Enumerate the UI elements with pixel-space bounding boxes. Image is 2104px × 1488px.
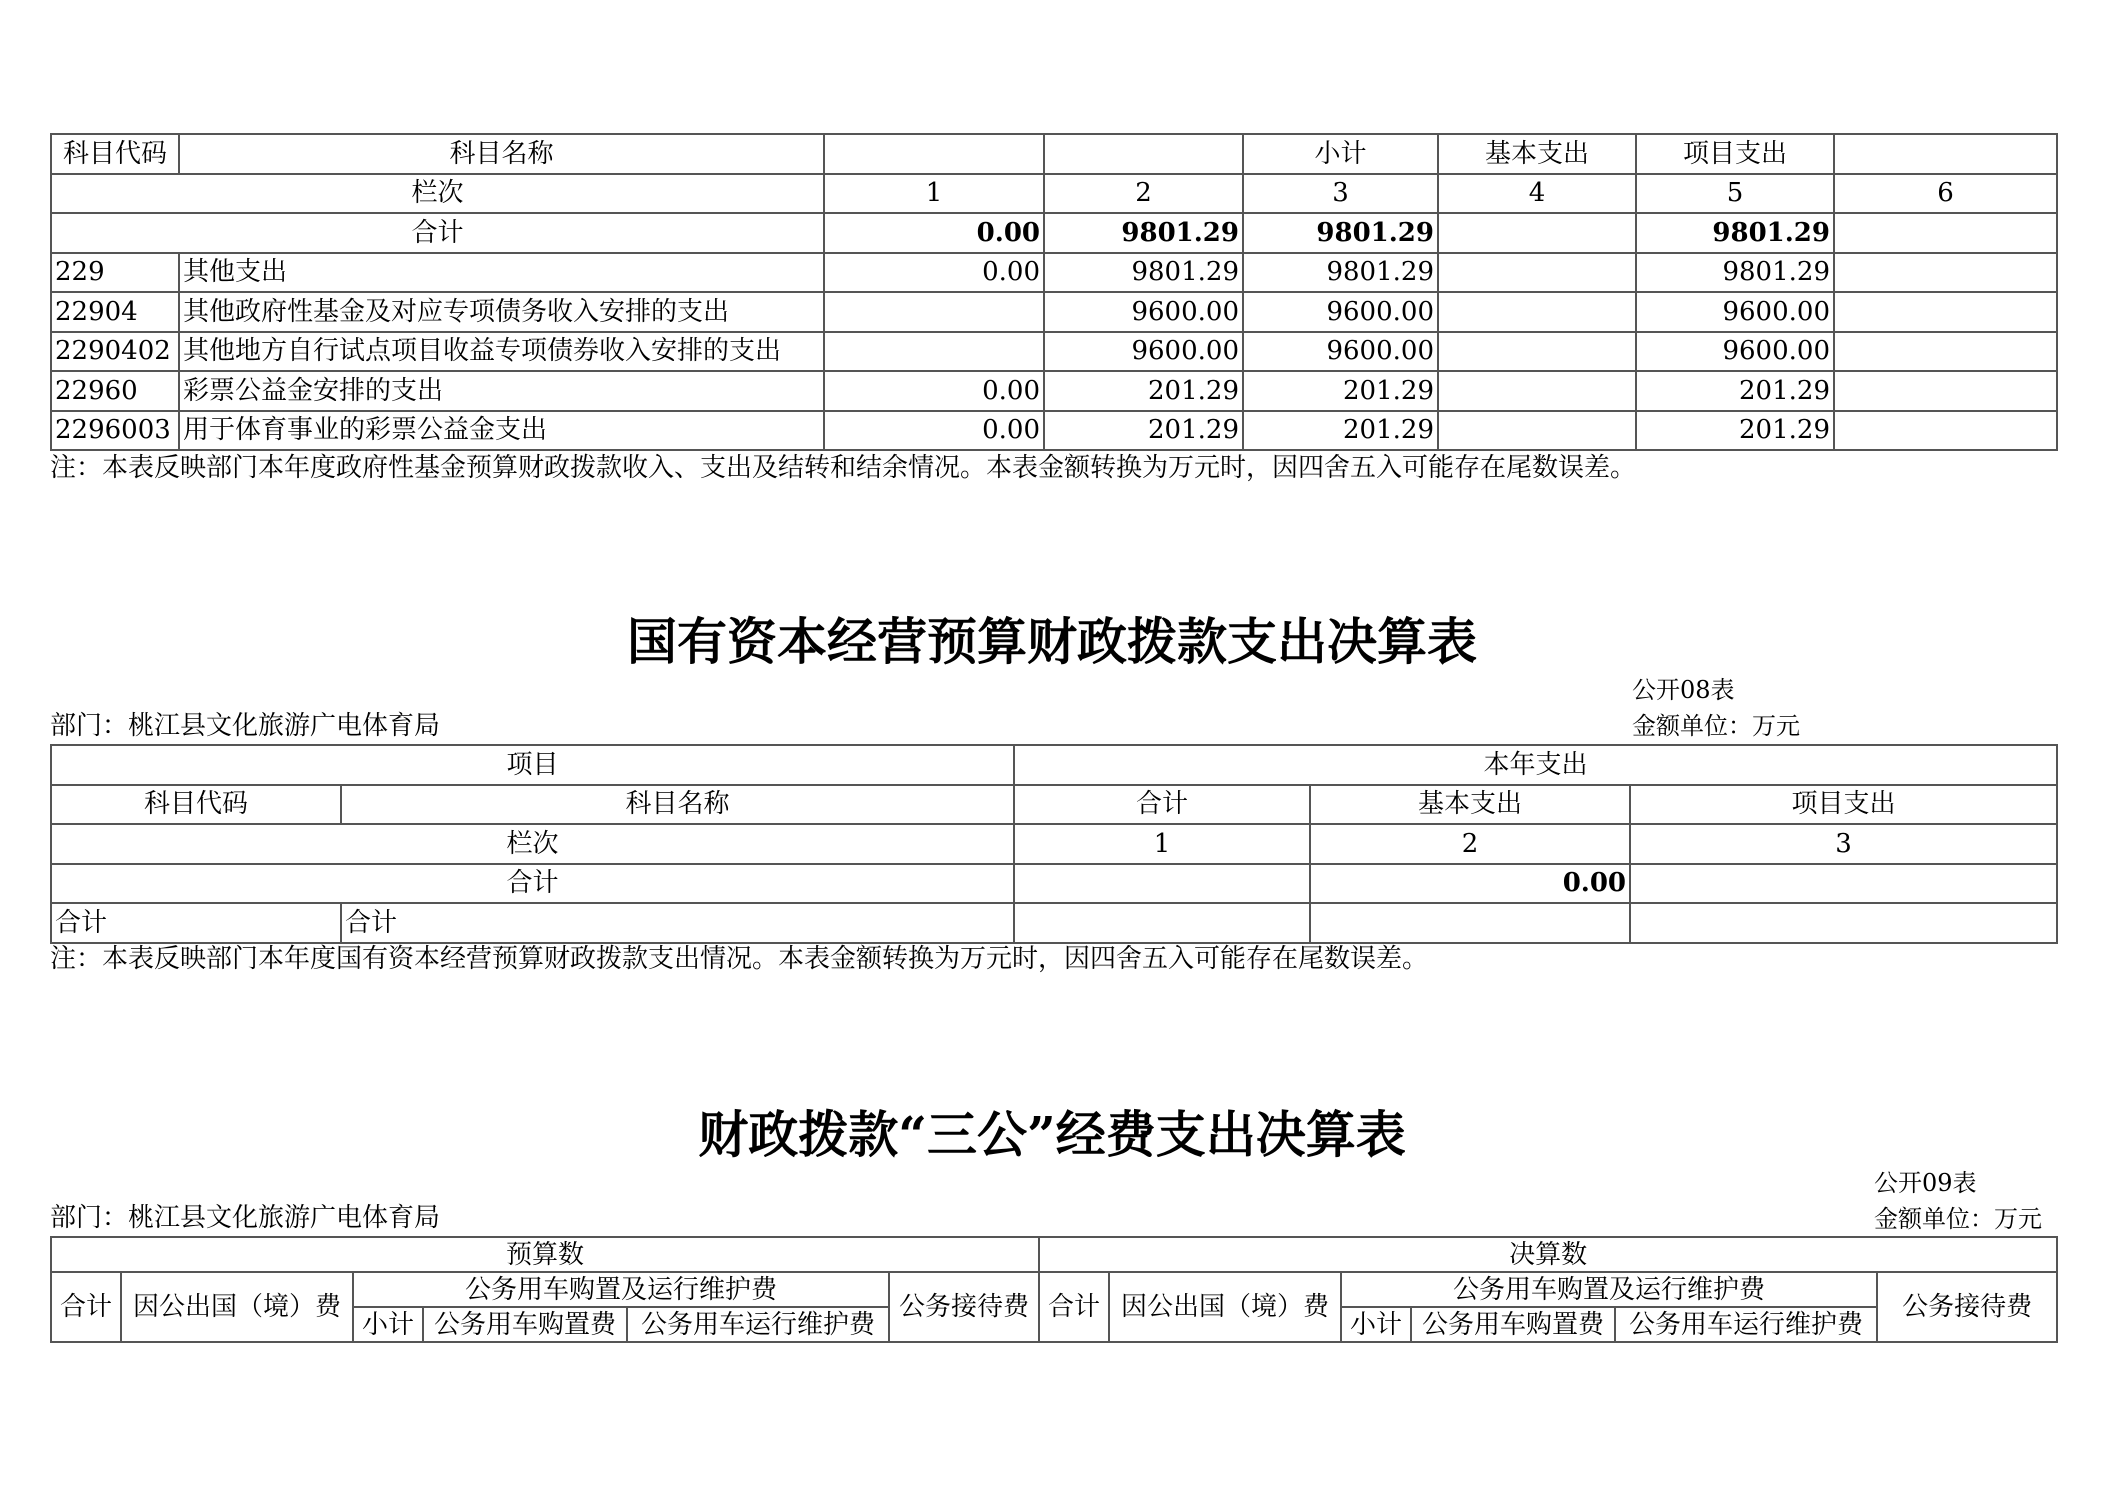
amount-cell: 201.29 [1243,411,1438,451]
col-index: 4 [1438,174,1636,214]
header-cell [1044,134,1243,174]
amount-cell: 201.29 [1243,371,1438,411]
amount-cell: 9600.00 [1243,292,1438,332]
amount-cell: 0.00 [824,411,1044,451]
amount-cell [1438,371,1636,411]
amount-cell [1438,292,1636,332]
header-subtotal: 小计 [1341,1307,1411,1342]
total-value: 9801.29 [1044,213,1243,253]
header-name: 科目名称 [341,785,1014,825]
header-project-expense: 项目支出 [1630,785,2057,825]
header-budget: 预算数 [51,1237,1039,1272]
subject-name: 合计 [341,903,1014,943]
header-row [51,1272,2057,1307]
amount-cell: 9801.29 [1243,253,1438,293]
header-cell [1834,134,2057,174]
col-index-label: 栏次 [51,824,1014,864]
header-cell: 科目代码 [51,134,179,174]
header-basic: 基本支出 [1310,785,1630,825]
header-cell: 小计 [1243,134,1438,174]
table-row [51,332,2057,372]
header-year-expense: 本年支出 [1014,745,2057,785]
header-final: 决算数 [1039,1237,2057,1272]
header-reception: 公务接待费 [1877,1272,2057,1342]
total-value [1014,864,1310,904]
subject-code: 2296003 [51,411,179,451]
amount-cell: 201.29 [1044,371,1243,411]
total-value: 9801.29 [1636,213,1834,253]
header-row [51,1237,2057,1272]
table1-note: 注：本表反映部门本年度政府性基金预算财政拨款收入、支出及结转和结余情况。本表金额转换为万元时，因四舍五入可能存在尾数误差。 [50,453,1637,483]
col-index: 6 [1834,174,2057,214]
subject-code: 22904 [51,292,179,332]
subject-name: 其他支出 [179,253,824,293]
amount-cell: 9600.00 [1044,332,1243,372]
amount-cell: 9600.00 [1044,292,1243,332]
subject-name: 其他政府性基金及对应专项债务收入安排的支出 [179,292,824,332]
header-vehicle-buy: 公务用车购置费 [423,1307,627,1342]
header-project: 项目 [51,745,1014,785]
subject-code: 合计 [51,903,341,943]
amount-cell: 9600.00 [1243,332,1438,372]
header-total: 合计 [51,1272,121,1342]
header-total: 合计 [1039,1272,1109,1342]
table2-unit: 金额单位：万元 [1632,712,1800,740]
col-index-row [51,174,2057,214]
total-value [1834,213,2057,253]
col-index-row [51,824,2057,864]
amount-cell [1310,903,1630,943]
col-index: 1 [1014,824,1310,864]
header-vehicle: 公务用车购置及运行维护费 [1341,1272,1877,1307]
table2-form-no: 公开08表 [1632,676,1735,704]
three-public-expense-table [50,1236,2058,1343]
total-value [1438,213,1636,253]
col-index: 3 [1243,174,1438,214]
amount-cell [1438,253,1636,293]
amount-cell: 9600.00 [1636,292,1834,332]
subject-code: 2290402 [51,332,179,372]
header-cell: 项目支出 [1636,134,1834,174]
header-subtotal: 小计 [353,1307,423,1342]
table2-title: 国有资本经营预算财政拨款支出决算表 [627,612,1477,671]
total-value: 0.00 [824,213,1044,253]
amount-cell [1438,332,1636,372]
col-index: 2 [1310,824,1630,864]
amount-cell: 0.00 [824,371,1044,411]
amount-cell [1834,371,2057,411]
amount-cell: 201.29 [1636,411,1834,451]
header-abroad: 因公出国（境）费 [121,1272,353,1342]
header-vehicle-buy: 公务用车购置费 [1411,1307,1615,1342]
amount-cell [824,292,1044,332]
amount-cell [1630,903,2057,943]
col-index: 2 [1044,174,1243,214]
total-row [51,864,2057,904]
amount-cell [1438,411,1636,451]
total-value [1630,864,2057,904]
amount-cell [1834,332,2057,372]
header-code: 科目代码 [51,785,341,825]
amount-cell [1834,292,2057,332]
amount-cell: 9801.29 [1044,253,1243,293]
amount-cell: 0.00 [824,253,1044,293]
header-abroad: 因公出国（境）费 [1109,1272,1341,1342]
total-label: 合计 [51,864,1014,904]
col-index: 5 [1636,174,1834,214]
table3-unit: 金额单位：万元 [1874,1205,2042,1233]
header-cell: 基本支出 [1438,134,1636,174]
total-value: 0.00 [1310,864,1630,904]
amount-cell: 9801.29 [1636,253,1834,293]
table2-department: 部门：桃江县文化旅游广电体育局 [50,711,441,741]
table3-title: 财政拨款“三公”经费支出决算表 [698,1105,1406,1164]
amount-cell [1014,903,1310,943]
amount-cell: 201.29 [1636,371,1834,411]
amount-cell [1834,253,2057,293]
header-cell [824,134,1044,174]
table2-note: 注：本表反映部门本年度国有资本经营预算财政拨款支出情况。本表金额转换为万元时，因四舍五入可能存在尾数误差。 [50,944,1429,974]
table3-department: 部门：桃江县文化旅游广电体育局 [50,1203,441,1233]
amount-cell [824,332,1044,372]
header-row [51,785,2057,825]
col-index: 1 [824,174,1044,214]
header-row [51,134,2057,174]
table-row [51,292,2057,332]
subject-code: 22960 [51,371,179,411]
header-total: 合计 [1014,785,1310,825]
header-reception: 公务接待费 [889,1272,1039,1342]
total-row [51,213,2057,253]
amount-cell: 201.29 [1044,411,1243,451]
table-row [51,411,2057,451]
header-row [51,745,2057,785]
subject-code: 229 [51,253,179,293]
amount-cell: 9600.00 [1636,332,1834,372]
gov-fund-table [50,133,2058,451]
table-row [51,371,2057,411]
total-value: 9801.29 [1243,213,1438,253]
state-capital-table [50,744,2058,944]
col-index-label: 栏次 [51,174,824,214]
table3-form-no: 公开09表 [1874,1169,1977,1197]
amount-cell [1834,411,2057,451]
subject-name: 其他地方自行试点项目收益专项债券收入安排的支出 [179,332,824,372]
subject-name: 用于体育事业的彩票公益金支出 [179,411,824,451]
header-vehicle: 公务用车购置及运行维护费 [353,1272,889,1307]
subject-name: 彩票公益金安排的支出 [179,371,824,411]
total-label: 合计 [51,213,824,253]
table-row [51,253,2057,293]
header-vehicle-run: 公务用车运行维护费 [1615,1307,1877,1342]
col-index: 3 [1630,824,2057,864]
table-row [51,903,2057,943]
header-cell: 科目名称 [179,134,824,174]
header-vehicle-run: 公务用车运行维护费 [627,1307,889,1342]
